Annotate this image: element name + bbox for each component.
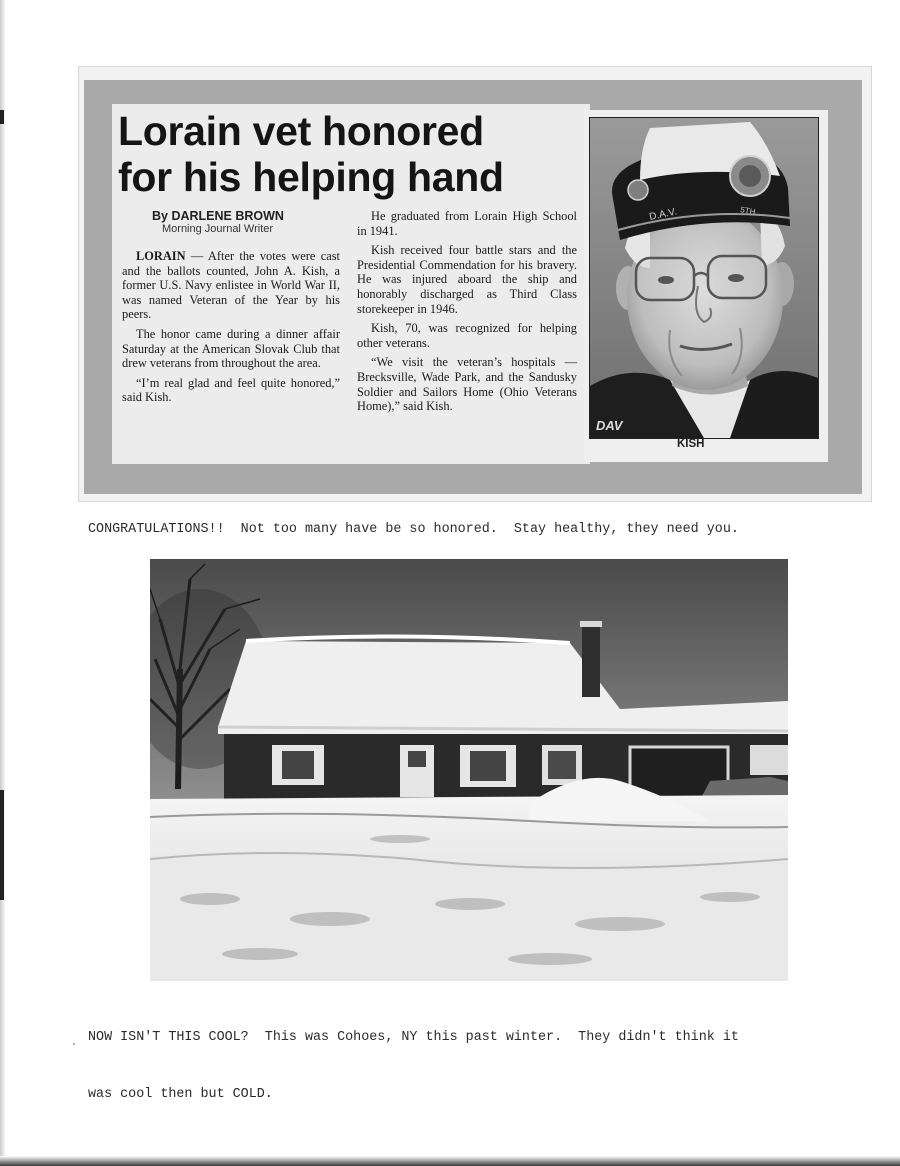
article-paragraph: Kish, 70, was recognized for helping other veterans. <box>357 321 577 350</box>
lapel-pin-text: DAV <box>596 418 623 433</box>
typed-note-congratulations: CONGRATULATIONS!! Not too many have be so honored. Stay healthy, they need you. <box>88 522 739 537</box>
veteran-portrait-illustration <box>590 118 818 438</box>
headline-line-2: for his helping hand <box>118 154 504 200</box>
dateline: LORAIN <box>136 249 186 263</box>
cap-insignia-text-2: 5TH <box>739 205 757 217</box>
scan-speck <box>73 1043 75 1045</box>
article-headline <box>118 108 588 200</box>
byline: By DARLENE BROWN <box>152 209 284 223</box>
article-paragraph: LORAIN — After the votes were cast and the ballots counted, John A. Kish, a former U.S. Navy enlistee in World War II, was named Veteran of the Year by his peers. <box>122 249 340 322</box>
typed-note-winter <box>88 990 739 1123</box>
article-paragraph: The honor came during a dinner affair Saturday at the American Slovak Club that drew veterans from throughout the area. <box>122 326 340 371</box>
winter-house-photo <box>150 559 788 981</box>
article-paragraph: Kish received four battle stars and the Presidential Commendation for his bravery. He was injured aboard the ship and honorably discharged as Third Class storekeeper in 1946. <box>357 243 577 316</box>
headline-line-1: Lorain vet honored <box>118 108 484 154</box>
typed-note-line: was cool then but COLD. <box>88 1087 273 1102</box>
snowy-house-illustration <box>150 559 788 981</box>
cap-insignia-text: D.A.V. <box>648 206 678 223</box>
article-paragraph: “I’m real glad and feel quite honored,” said Kish. <box>122 375 340 405</box>
byline-affiliation: Morning Journal Writer <box>162 223 274 235</box>
article-paragraph: He graduated from Lorain High School in 1941. <box>357 209 577 238</box>
portrait-photo <box>589 117 819 439</box>
binding-mark <box>0 110 4 124</box>
scan-left-edge <box>0 0 6 1166</box>
photo-caption: KISH <box>677 438 705 450</box>
article-column-2 <box>357 209 577 419</box>
typed-note-line: NOW ISN'T THIS COOL? This was Cohoes, NY this past winter. They didn't think it <box>88 1030 739 1045</box>
scan-bottom-edge <box>0 1156 900 1166</box>
binding-mark <box>0 790 4 900</box>
article-paragraph: “We visit the veteran’s hospitals — Brecksville, Wade Park, and the Sandusky Soldier and Sailors Home (Ohio Veterans Home),” said Kish. <box>357 355 577 414</box>
article-column-1 <box>122 249 340 410</box>
